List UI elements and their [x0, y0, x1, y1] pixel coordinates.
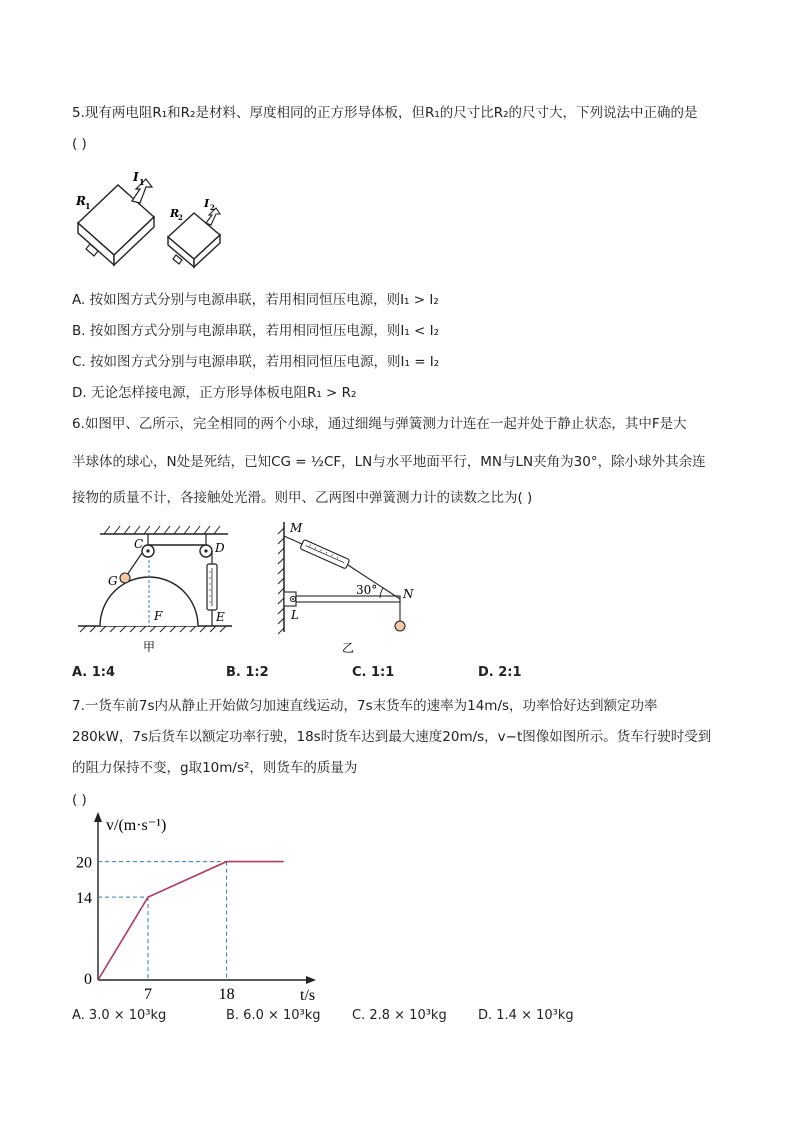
ball-g [120, 573, 130, 583]
q5-option-c: C. 按如图方式分别与电源串联，若用相同恒压电源，则I₁ = I₂ [72, 354, 440, 370]
rod-ln [296, 596, 400, 602]
caption-yi: 乙 [342, 641, 355, 655]
label-r1: R [76, 194, 86, 208]
ball-yi [395, 621, 405, 631]
label-n: N [403, 587, 414, 601]
caption-jia: 甲 [143, 640, 156, 654]
q5-stem-line2: ( ) [72, 136, 87, 152]
q7-option-d: D. 1.4 × 10³kg [478, 1008, 574, 1023]
label-i2-sub: 2 [210, 203, 215, 212]
q5-figure [70, 165, 270, 275]
q5-option-b: B. 按如图方式分别与电源串联，若用相同恒压电源，则I₁ < I₂ [72, 323, 440, 339]
q6-option-a: A. 1:4 [72, 665, 116, 680]
q6-figure-yi [272, 514, 422, 659]
x-axis-arrow [306, 976, 316, 984]
label-e: E [216, 610, 225, 624]
label-f: F [154, 609, 163, 623]
x-axis-label: t/s [300, 987, 316, 1004]
q5-stem-line1: 5.现有两电阻R₁和R₂是材料、厚度相同的正方形导体板，但R₁的尺寸比R₂的尺寸大，下列说法中正确的是 [72, 105, 698, 121]
plate-r1 [78, 179, 154, 265]
label-angle: 30° [356, 583, 378, 597]
chart-guides [98, 862, 227, 980]
q6-option-b: B. 1:2 [226, 665, 269, 680]
chart-axes [94, 812, 316, 984]
ytick-14: 14 [76, 890, 92, 908]
q7-stem-line1: 7.一货车前7s内从静止开始做匀加速直线运动，7s末货车的速率为14m/s，功率恰好达到额定功率 [72, 698, 658, 714]
q7-option-b: B. 6.0 × 10³kg [226, 1008, 321, 1023]
q5-option-a: A. 按如图方式分别与电源串联，若用相同恒压电源，则I₁ > I₂ [72, 292, 439, 308]
q7-option-a: A. 3.0 × 10³kg [72, 1008, 167, 1023]
q7-option-c: C. 2.8 × 10³kg [352, 1008, 447, 1023]
q7-stem-line2: 280kW，7s后货车以额定功率行驶，18s时货车达到最大速度20m/s，v−t图像如图所示。货车行驶时受到 [72, 729, 712, 745]
q6-stem-line1: 6.如图甲、乙所示，完全相同的两个小球，通过细绳与弹簧测力计连在一起并处于静止状态，其中F是大 [72, 416, 687, 432]
ytick-20: 20 [76, 854, 92, 872]
xtick-18: 18 [218, 986, 235, 1003]
q7-stem-line3: 的阻力保持不变，g取10m/s²，则货车的质量为 [72, 760, 358, 776]
label-l: L [291, 608, 299, 622]
label-r2: R [170, 207, 180, 220]
label-r1-sub: 1 [85, 201, 91, 211]
label-c: C [134, 537, 144, 551]
q6-option-c: C. 1:1 [352, 665, 395, 680]
vt-chart [66, 806, 316, 1006]
xtick-7: 7 [144, 986, 152, 1003]
q5-option-d: D. 无论怎样接电源，正方形导体板电阻R₁ > R₂ [72, 385, 357, 401]
spring-scale-jia [207, 564, 217, 610]
label-i1: I [133, 170, 139, 184]
label-i1-sub: 1 [139, 177, 145, 187]
label-m: M [290, 521, 303, 535]
chart-series [98, 862, 284, 980]
q7-stem-line4: ( ) [72, 792, 87, 808]
q6-option-d: D. 2:1 [478, 665, 522, 680]
y-axis-label: v/(m·s⁻¹) [106, 817, 167, 834]
label-i2: I [204, 197, 210, 210]
series-line [98, 862, 284, 980]
label-g: G [108, 574, 118, 588]
origin-label: 0 [84, 971, 92, 988]
y-axis-arrow [94, 812, 102, 822]
label-r2-sub: 2 [178, 213, 183, 222]
q6-stem-line2: 半球体的球心，N处是死结，已知CG = ½CF，LN与水平地面平行，MN与LN夹角为30°，除小球外其余连 [72, 454, 706, 470]
q6-figure-jia [70, 518, 240, 658]
q6-stem-line3: 接物的质量不计，各接触处光滑。则甲、乙两图中弹簧测力计的读数之比为( ) [72, 490, 533, 506]
chart-labels [76, 817, 315, 1004]
label-d: D [215, 541, 225, 555]
spring-scale-yi [300, 539, 350, 568]
